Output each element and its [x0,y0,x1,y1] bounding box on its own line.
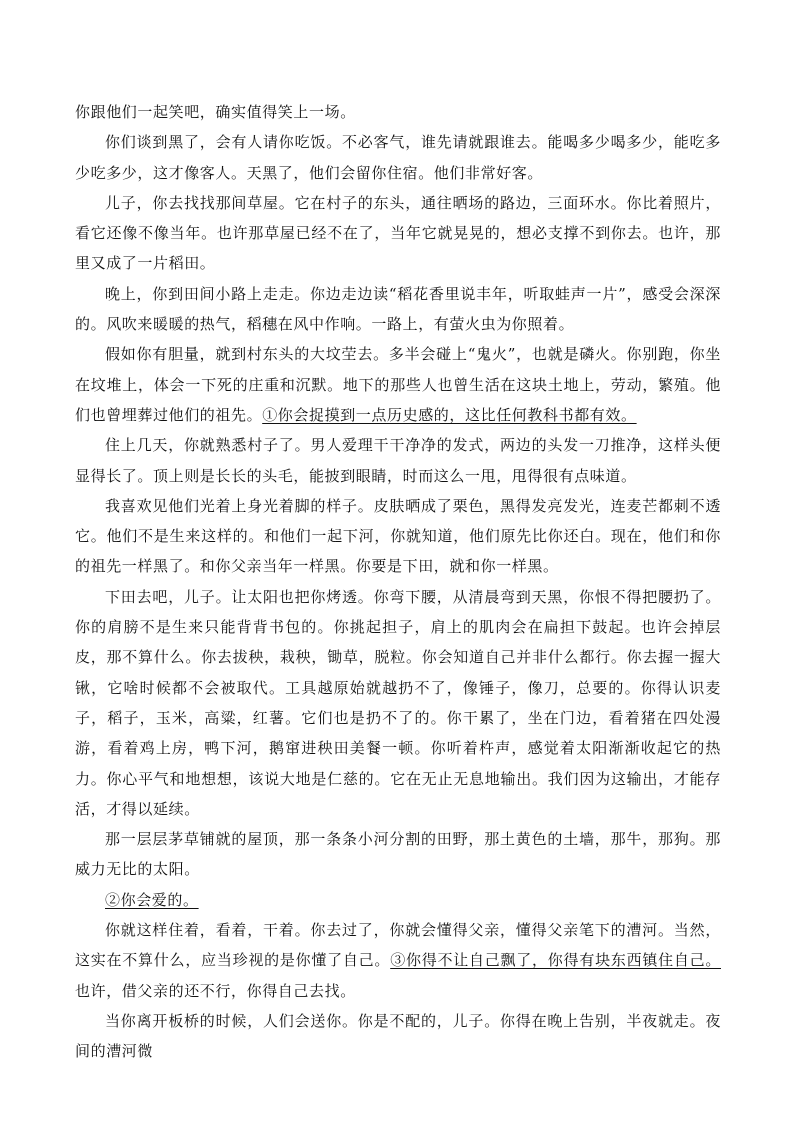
paragraph [75,824,721,885]
paragraph-text: 儿子，你去找找那间草屋。它在村子的东头，通往晒场的路边，三面环水。你比着照片，看它还像不像当年。也许那草屋已经不在了，当年它就晃晃的，想必支撑不到你去。也许，那里又成了一片稻田。 [75,193,721,273]
paragraph-text: 当你离开板桥的时候，人们会送你。你是不配的，儿子。你得在晚上告别，半夜就走。夜间的漕河微 [75,1011,721,1061]
underlined-sentence-3: ③你得不让自己飘了，你得有块东西镇住自己。 [390,951,721,970]
paragraph-text: 你们谈到黑了，会有人请你吃饭。不必客气，谁先请就跟谁去。能喝多少喝多少，能吃多少吃多少，这才像客人。天黑了，他们会留你住宿。他们非常好客。 [75,133,721,182]
underlined-sentence-2: ②你会爱的。 [105,890,199,909]
paragraph [75,582,721,824]
paragraph-text: 晚上，你到田间小路上走走。你边走边读“稻花香里说丰年，听取蛙声一片”，感受会深深的。风吹来暖暖的热气，稻穗在风中作响。一路上，有萤火虫为你照着。 [75,284,721,334]
paragraph [75,127,721,188]
underlined-sentence-1: ①你会捉摸到一点历史感的，这比任何教科书都有效。 [262,405,637,424]
paragraph-text: 住上几天，你就熟悉村子了。男人爱理干干净净的发式，两边的头发一刀推净，这样头便显得长了。顶上则是长长的头毛，能披到眼睛，时而这么一甩，甩得很有点味道。 [75,436,721,485]
paragraph-text: 你跟他们一起笑吧，确实值得笑上一场。 [75,103,356,121]
paragraph [75,97,721,127]
paragraph-text: 下田去吧，儿子。让太阳也把你烤透。你弯下腰，从清晨弯到天黑，你恨不得把腰扔了。你的肩膀不是生来只能背背书包的。你挑起担子，肩上的肌肉会在扁担下鼓起。也许会掉层皮，那不算什么。你去拔秧，栽秧，锄草，脱粒。你会知道自己并非什么都行。你去握一握大锹，它啥时候都不会被取代。工具越原始就越扔不了，像锤子，像刀，总要的。你得认识麦子，稻子，玉米，高粱，红薯。它们也是扔不了的。你干累了，坐在门边，看着猪在四处漫游，看着鸡上房，鸭下河，鹅窜进秧田美餐一顿。你听着杵声，感觉着太阳渐渐收起它的热力。你心平气和地想想，该说大地是仁慈的。它在无止无息地输出。我们因为这输出，才能存活，才得以延续。 [75,587,721,818]
paragraph-text: 那一层层茅草铺就的屋顶，那一条条小河分割的田野，那土黄色的土墙，那牛，那狗。那威力无比的太阳。 [75,830,721,879]
paragraph-text: 也许，借父亲的还不行，你得自己去找。 [75,981,356,1000]
paragraph-text: 假如你有胆量，就到村东头的大坟茔去。多半会碰上“鬼火”，也就是磷火。你别跑，你坐在坟堆上，体会一下死的庄重和沉默。地下的那些人也曾生活在这块土地上，劳动，繁殖。他们也曾埋葬过他们的祖先。 [75,345,721,424]
paragraph [75,188,721,279]
paragraph [75,915,721,1006]
paragraph-text: 你就这样住着，看着，干着。你去过了，你就会懂得父亲，懂得父亲笔下的漕河。当然，这实在不算什么，应当珍视的是你懂了自己。 [75,921,721,970]
paragraph [75,279,721,340]
paragraph [75,885,721,915]
document-body [75,97,721,1067]
paragraph [75,1006,721,1067]
paragraph-text: 我喜欢见他们光着上身光着脚的样子。皮肤晒成了栗色，黑得发亮发光，连麦芒都刺不透它。他们不是生来这样的。和他们一起下河，你就知道，他们原先比你还白。现在，他们和你的祖先一样黑了。和你父亲当年一样黑。你要是下田，就和你一样黑。 [75,496,721,576]
paragraph [75,491,721,582]
paragraph [75,430,721,491]
paragraph [75,339,721,430]
